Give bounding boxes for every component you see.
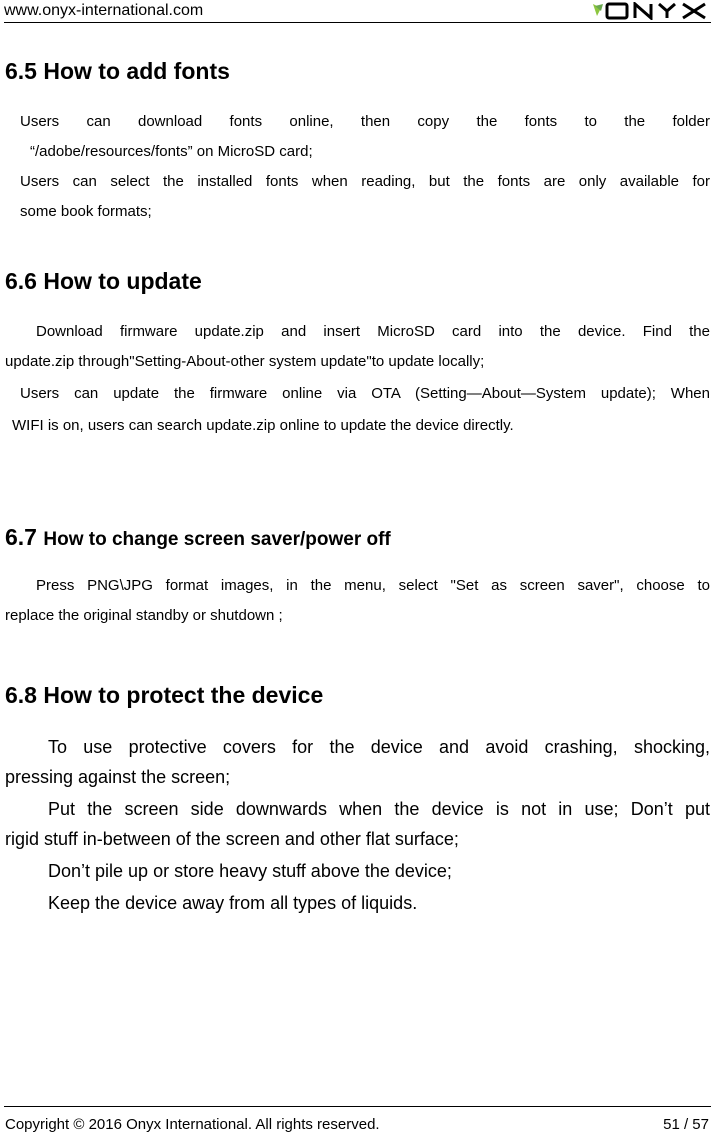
paragraph-line: Users can download fonts online, then copy the fonts to the folder	[20, 113, 710, 130]
section-heading-6-6: 6.6 How to update	[5, 268, 202, 294]
paragraph-line: WIFI is on, users can search update.zip online to update the device directly.	[12, 417, 514, 434]
onyx-logo	[591, 2, 709, 20]
paragraph-line: Put the screen side downwards when the device is not in use; Don’t put	[48, 799, 710, 819]
paragraph-line: pressing against the screen;	[5, 767, 231, 787]
section-heading-6-8: 6.8 How to protect the device	[5, 682, 324, 708]
footer-copyright: Copyright © 2016 Onyx International. All rights reserved.	[5, 1116, 380, 1133]
paragraph-line: rigid stuff in-between of the screen and other flat surface;	[5, 829, 459, 849]
paragraph-line: some book formats;	[20, 203, 152, 220]
section-title: How to change screen saver/power off	[43, 529, 391, 550]
section-heading-6-5: 6.5 How to add fonts	[5, 58, 230, 84]
paragraph-line: Keep the device away from all types of liquids.	[48, 893, 418, 913]
paragraph-line: Press PNG\JPG format images, in the menu, select "Set as screen saver", choose to	[36, 577, 710, 594]
header-url: www.onyx-international.com	[4, 2, 204, 19]
paragraph-line: replace the original standby or shutdown ;	[5, 607, 283, 624]
paragraph-line: To use protective covers for the device and avoid crashing, shocking,	[48, 737, 710, 757]
paragraph-line: Download firmware update.zip and insert MicroSD card into the device. Find the	[36, 323, 710, 340]
paragraph-line: Users can update the firmware online via OTA (Setting—About—System update); When	[20, 385, 710, 402]
page-number: 51 / 57	[663, 1116, 709, 1133]
footer-divider	[4, 1106, 711, 1107]
section-heading-6-7	[5, 524, 391, 551]
section-number: 6.7	[5, 524, 37, 550]
paragraph-line: Don’t pile up or store heavy stuff above the device;	[48, 861, 452, 881]
paragraph-line: Users can select the installed fonts when reading, but the fonts are only available for	[20, 173, 710, 190]
paragraph-line: “/adobe/resources/fonts” on MicroSD card;	[30, 143, 313, 160]
page-header	[4, 0, 711, 23]
paragraph-line: update.zip through"Setting-About-other system update"to update locally;	[5, 353, 485, 370]
